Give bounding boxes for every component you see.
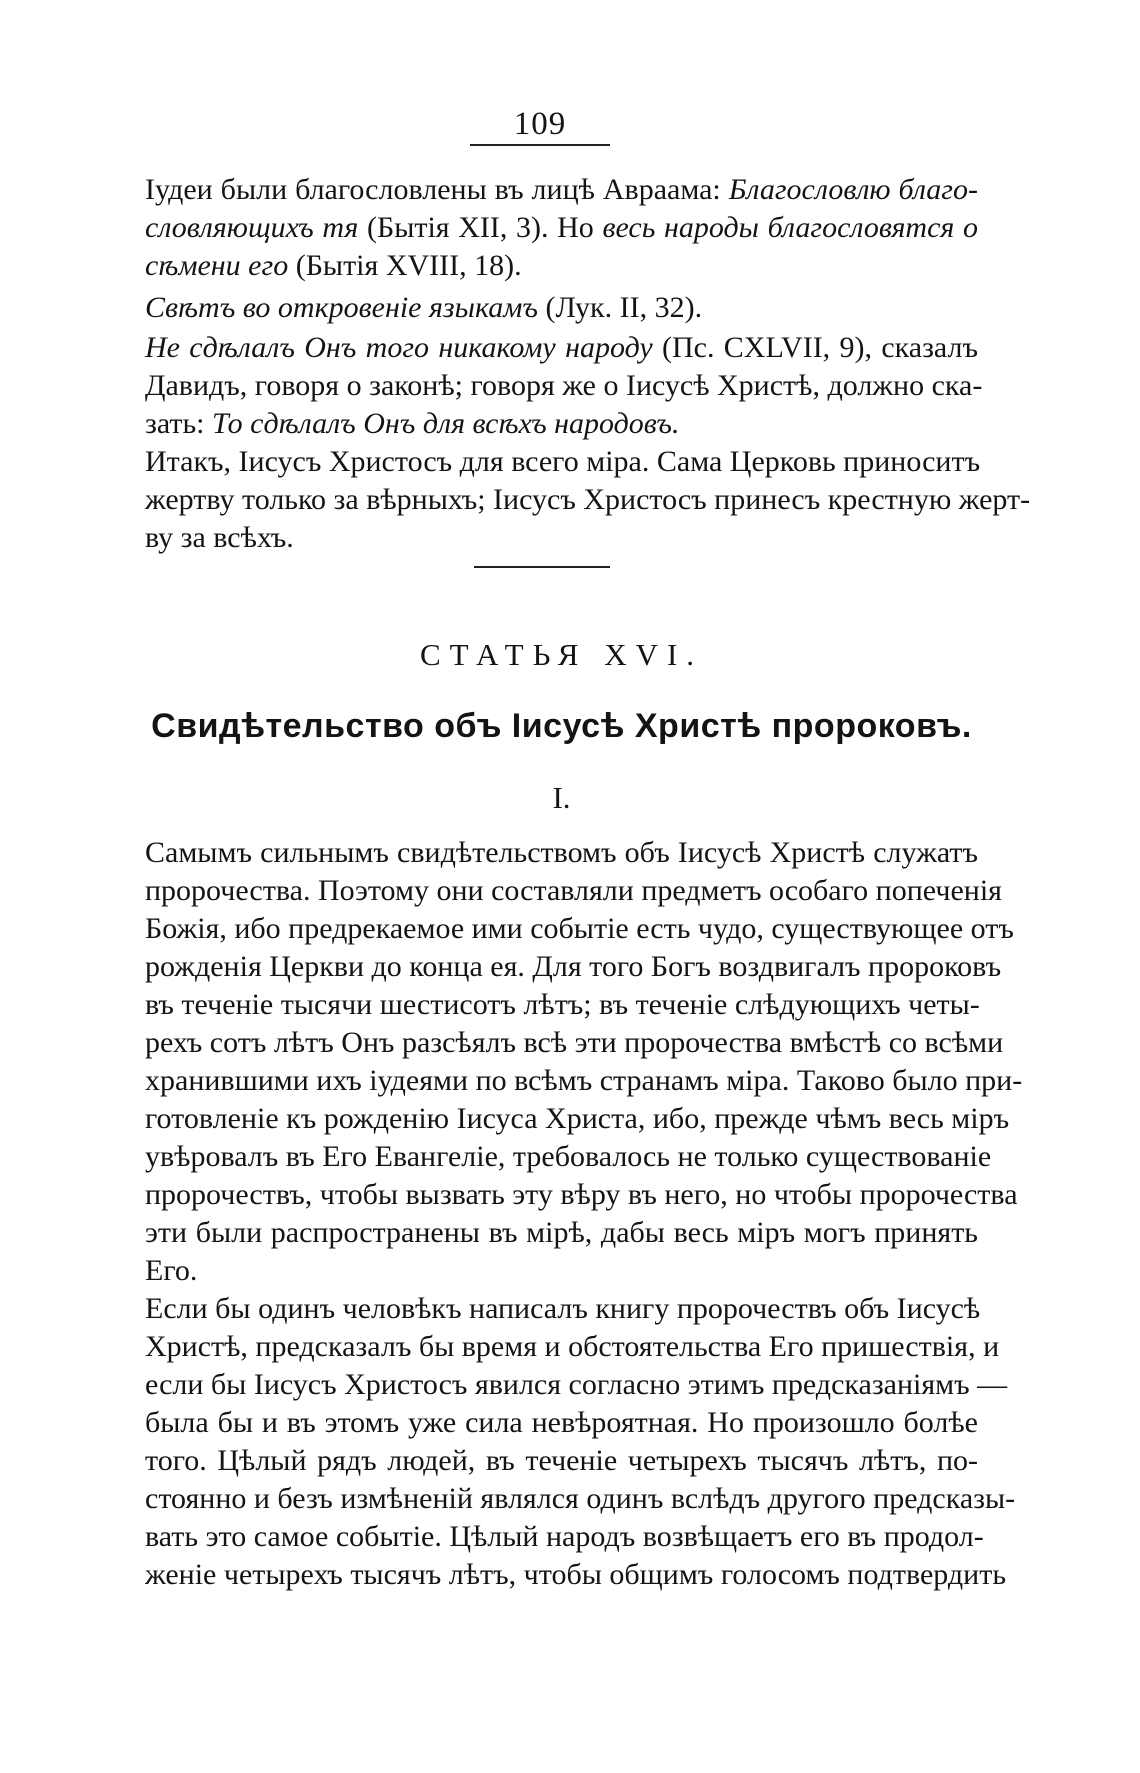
text-line-4b: (Лук. II, 32). xyxy=(537,291,703,324)
header-rule xyxy=(470,144,610,146)
body-line: вать это самое событіе. Цѣлый народъ возвѣщаетъ его въ продол- xyxy=(145,1520,984,1553)
text-line xyxy=(145,172,978,208)
article-heading: СТАТЬЯ XVI. xyxy=(419,637,704,672)
text-line-2a: словляющихъ тя xyxy=(145,211,359,244)
text-line xyxy=(145,406,978,442)
body-line: женіе четырехъ тысячъ лѣтъ, чтобы общимъ голосомъ подтвердить xyxy=(145,1558,1007,1591)
body-line: рожденія Церкви до конца ея. Для того Богъ воздвигалъ пророковъ xyxy=(145,950,1002,983)
text-line: Итакъ, Іисусъ Христосъ для всего міра. Сама Церковь приноситъ xyxy=(145,445,981,478)
body-line: того. Цѣлый рядъ людей, въ теченіе четырехъ тысячъ лѣтъ, по- xyxy=(145,1444,978,1477)
text-line-2c: весь народы благословятся о xyxy=(602,211,978,244)
subsection-number: I. xyxy=(552,780,571,815)
body-line: Самымъ сильнымъ свидѣтельствомъ объ Іисусѣ Христѣ служатъ xyxy=(145,836,978,869)
body-line: въ теченіе тысячи шестисотъ лѣтъ; въ теченіе слѣдующихъ четы- xyxy=(145,988,980,1021)
text-line-7b: То сдѣлалъ Онъ для всѣхъ народовъ. xyxy=(212,407,680,440)
text-line-2b: (Бытія XII, 3). Но xyxy=(358,211,603,244)
text-line-3b: (Бытія XVIII, 18). xyxy=(288,249,522,282)
body-line: была бы и въ этомъ уже сила невѣроятная. Но произошло болѣе xyxy=(145,1406,978,1439)
section-divider xyxy=(474,566,610,568)
text-line-1a: Іудеи были благословлены въ лицѣ Авраама: xyxy=(145,173,729,206)
text-line: ву за всѣхъ. xyxy=(145,521,294,554)
text-line: жертву только за вѣрныхъ; Іисусъ Христосъ принесъ крестную жерт- xyxy=(145,483,1031,516)
body-line: рехъ сотъ лѣтъ Онъ разсѣялъ всѣ эти пророчества вмѣстѣ со всѣми xyxy=(145,1026,1004,1059)
body-line: хранившими ихъ іудеями по всѣмъ странамъ міра. Таково было при- xyxy=(145,1064,1023,1097)
text-line-6: Давидъ, говоря о законѣ; говоря же о Іисусѣ Христѣ, должно ска- xyxy=(145,369,983,402)
body-line: увѣровалъ въ Его Евангеліе, требовалось не только существованіе xyxy=(145,1140,992,1173)
text-line-5b: (Пс. CXLVII, 9), сказалъ xyxy=(652,331,978,364)
body-line: Если бы одинъ человѣкъ написалъ книгу пророчествъ объ Іисусѣ xyxy=(145,1292,981,1325)
text-line-5a: Не сдѣлалъ Онъ того никакому народу xyxy=(145,331,653,364)
text-line-4a: Свѣтъ во откровеніе языкамъ xyxy=(145,291,538,324)
text-line xyxy=(145,248,978,284)
article-title: Свидѣтельство объ Іисусѣ Христѣ пророковъ. xyxy=(151,707,972,745)
body-line: если бы Іисусъ Христосъ явился согласно этимъ предсказаніямъ — xyxy=(145,1368,1008,1401)
text-line xyxy=(145,290,978,326)
body-line: эти были распространены въ мірѣ, дабы весь міръ могъ принять xyxy=(145,1216,978,1249)
text-line xyxy=(145,368,983,404)
text-line-7a: зать: xyxy=(145,407,213,440)
page-number: 109 xyxy=(513,106,567,142)
body-line: пророчествъ, чтобы вызвать эту вѣру въ него, но чтобы пророчества xyxy=(145,1178,1018,1211)
text-line-3a: сѣмени его xyxy=(145,249,289,282)
body-line: готовленіе къ рожденію Іисуса Христа, ибо, прежде чѣмъ весь міръ xyxy=(145,1102,1010,1135)
text-line xyxy=(145,210,978,246)
body-line: стоянно и безъ измѣненій являлся одинъ вслѣдъ другого предсказы- xyxy=(145,1482,1016,1515)
text-line-1b: Благословлю благо- xyxy=(728,173,978,206)
body-line: Божія, ибо предрекаемое ими событіе есть чудо, существующее отъ xyxy=(145,912,1014,945)
body-line: Его. xyxy=(145,1254,198,1287)
body-line: Христѣ, предсказалъ бы время и обстоятельства Его пришествія, и xyxy=(145,1330,1000,1363)
text-line xyxy=(145,330,978,366)
body-line: пророчества. Поэтому они составляли предметъ особаго попеченія xyxy=(145,874,1002,907)
